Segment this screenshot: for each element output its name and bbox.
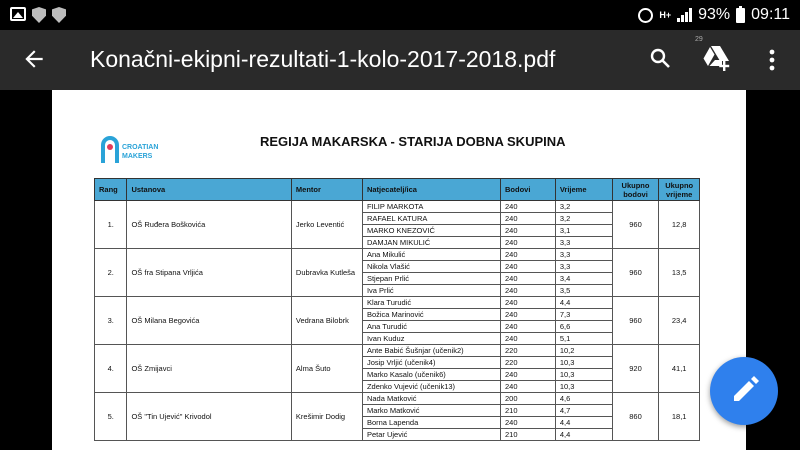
time-cell: 6,6 bbox=[555, 321, 612, 333]
time-cell: 4,6 bbox=[555, 393, 612, 405]
time-cell: 4,7 bbox=[555, 405, 612, 417]
competitor-cell: DAMJAN MIKULIĆ bbox=[362, 237, 500, 249]
total-time-cell: 23,4 bbox=[659, 297, 700, 345]
col-header-total-time: Ukupno vrijeme bbox=[659, 179, 700, 201]
back-button[interactable] bbox=[20, 46, 48, 74]
rank-cell: 5. bbox=[95, 393, 127, 441]
total-time-cell: 13,5 bbox=[659, 249, 700, 297]
points-cell: 210 bbox=[501, 429, 556, 441]
logo-line-1: CROATIAN bbox=[122, 144, 159, 151]
shield-icon bbox=[52, 7, 66, 23]
school-cell: OŠ Ruđera Boškovića bbox=[127, 201, 291, 249]
points-cell: 240 bbox=[501, 201, 556, 213]
mentor-cell: Dubravka Kutleša bbox=[291, 249, 362, 297]
time-cell: 3,2 bbox=[555, 201, 612, 213]
col-header-mentor: Mentor bbox=[291, 179, 362, 201]
points-cell: 240 bbox=[501, 321, 556, 333]
col-header-total-points: Ukupno bodovi bbox=[612, 179, 659, 201]
time-cell: 10,3 bbox=[555, 357, 612, 369]
competitor-cell: Borna Lapenda bbox=[362, 417, 500, 429]
time-cell: 3,3 bbox=[555, 249, 612, 261]
time-cell: 4,4 bbox=[555, 297, 612, 309]
page-indicator: 29 bbox=[695, 36, 703, 43]
total-points-cell: 860 bbox=[612, 393, 659, 441]
time-cell: 10,3 bbox=[555, 381, 612, 393]
mentor-cell: Vedrana Bilobrk bbox=[291, 297, 362, 345]
points-cell: 240 bbox=[501, 309, 556, 321]
mentor-cell: Alma Šuto bbox=[291, 345, 362, 393]
time-cell: 3,5 bbox=[555, 285, 612, 297]
total-time-cell: 41,1 bbox=[659, 345, 700, 393]
points-cell: 240 bbox=[501, 297, 556, 309]
rank-cell: 1. bbox=[95, 201, 127, 249]
total-points-cell: 960 bbox=[612, 249, 659, 297]
competitor-cell: FILIP MARKOTA bbox=[362, 201, 500, 213]
competitor-cell: Zdenko Vujević (učenik13) bbox=[362, 381, 500, 393]
shield-icon bbox=[32, 7, 46, 23]
competitor-cell: Ante Babić Šušnjar (učenik2) bbox=[362, 345, 500, 357]
time-cell: 3,1 bbox=[555, 225, 612, 237]
mentor-cell: Jerko Leventić bbox=[291, 201, 362, 249]
system-icons bbox=[638, 6, 790, 24]
col-header-school: Ustanova bbox=[127, 179, 291, 201]
rank-cell: 4. bbox=[95, 345, 127, 393]
competitor-cell: Ana Turudić bbox=[362, 321, 500, 333]
competitor-cell: Marko Matković bbox=[362, 405, 500, 417]
add-to-drive-button[interactable] bbox=[702, 44, 732, 72]
croatian-makers-logo bbox=[100, 135, 190, 171]
competitor-cell: Nada Matković bbox=[362, 393, 500, 405]
competitor-cell: Stjepan Prlić bbox=[362, 273, 500, 285]
results-table bbox=[94, 178, 700, 441]
time-cell: 4,4 bbox=[555, 429, 612, 441]
arrow-left-icon bbox=[21, 46, 47, 72]
points-cell: 220 bbox=[501, 345, 556, 357]
status-bar bbox=[0, 0, 800, 30]
pencil-icon bbox=[710, 357, 778, 425]
time-cell: 3,4 bbox=[555, 273, 612, 285]
points-cell: 240 bbox=[501, 369, 556, 381]
school-cell: OŠ Zmijavci bbox=[127, 345, 291, 393]
points-cell: 210 bbox=[501, 405, 556, 417]
time-cell: 10,2 bbox=[555, 345, 612, 357]
table-row bbox=[95, 393, 700, 405]
points-cell: 240 bbox=[501, 285, 556, 297]
document-title: Konačni-ekipni-rezultati-1-kolo-2017-2018.pdf bbox=[90, 46, 556, 72]
drive-add-icon bbox=[702, 44, 732, 72]
total-points-cell: 960 bbox=[612, 297, 659, 345]
competitor-cell: MARKO KNEZOVIĆ bbox=[362, 225, 500, 237]
total-points-cell: 960 bbox=[612, 201, 659, 249]
makers-logo-icon bbox=[100, 135, 120, 165]
results-title: REGIJA MAKARSKA - STARIJA DOBNA SKUPINA bbox=[260, 134, 566, 149]
pdf-page[interactable] bbox=[52, 90, 746, 450]
time-cell: 3,3 bbox=[555, 237, 612, 249]
search-button[interactable] bbox=[648, 46, 672, 70]
battery-percent: 93% bbox=[698, 6, 731, 23]
time-cell: 3,2 bbox=[555, 213, 612, 225]
points-cell: 240 bbox=[501, 249, 556, 261]
notification-icons bbox=[10, 7, 66, 23]
school-cell: OŠ fra Stipana Vrljića bbox=[127, 249, 291, 297]
time-cell: 4,4 bbox=[555, 417, 612, 429]
competitor-cell: Božica Marinović bbox=[362, 309, 500, 321]
col-header-points: Bodovi bbox=[501, 179, 556, 201]
search-icon bbox=[648, 46, 672, 70]
rank-cell: 2. bbox=[95, 249, 127, 297]
school-cell: OŠ Milana Begovića bbox=[127, 297, 291, 345]
competitor-cell: Marko Kasalo (učenik6) bbox=[362, 369, 500, 381]
overflow-menu-button[interactable] bbox=[762, 46, 782, 74]
col-header-competitor: Natjecatelj/ica bbox=[362, 179, 500, 201]
points-cell: 240 bbox=[501, 213, 556, 225]
rank-cell: 3. bbox=[95, 297, 127, 345]
table-row bbox=[95, 201, 700, 213]
logo-line-2: MAKERS bbox=[122, 153, 153, 160]
competitor-cell: RAFAEL KATURA bbox=[362, 213, 500, 225]
total-points-cell: 920 bbox=[612, 345, 659, 393]
image-icon bbox=[10, 7, 26, 21]
points-cell: 220 bbox=[501, 357, 556, 369]
competitor-cell: Nikola Vlašić bbox=[362, 261, 500, 273]
edit-fab[interactable] bbox=[710, 357, 778, 425]
app-bar bbox=[0, 30, 800, 90]
col-header-rank: Rang bbox=[95, 179, 127, 201]
table-row bbox=[95, 345, 700, 357]
competitor-cell: Iva Prlić bbox=[362, 285, 500, 297]
table-row bbox=[95, 297, 700, 309]
clock: 09:11 bbox=[751, 6, 790, 23]
battery-icon bbox=[736, 8, 745, 23]
time-cell: 10,3 bbox=[555, 369, 612, 381]
signal-icon bbox=[677, 8, 692, 22]
competitor-cell: Klara Turudić bbox=[362, 297, 500, 309]
table-header-row bbox=[95, 179, 700, 201]
time-cell: 5,1 bbox=[555, 333, 612, 345]
total-time-cell: 18,1 bbox=[659, 393, 700, 441]
points-cell: 200 bbox=[501, 393, 556, 405]
more-vert-icon bbox=[762, 46, 782, 74]
mentor-cell: Krešimir Dodig bbox=[291, 393, 362, 441]
logo-text bbox=[122, 143, 158, 161]
points-cell: 240 bbox=[501, 417, 556, 429]
points-cell: 240 bbox=[501, 225, 556, 237]
competitor-cell: Petar Ujević bbox=[362, 429, 500, 441]
competitor-cell: Ana Mikulić bbox=[362, 249, 500, 261]
col-header-time: Vrijeme bbox=[555, 179, 612, 201]
table-row bbox=[95, 249, 700, 261]
points-cell: 240 bbox=[501, 333, 556, 345]
competitor-cell: Josip Vrljić (učenik4) bbox=[362, 357, 500, 369]
total-time-cell: 12,8 bbox=[659, 201, 700, 249]
alarm-icon bbox=[638, 8, 653, 23]
points-cell: 240 bbox=[501, 261, 556, 273]
points-cell: 240 bbox=[501, 381, 556, 393]
time-cell: 3,3 bbox=[555, 261, 612, 273]
school-cell: OŠ "Tin Ujević" Krivodol bbox=[127, 393, 291, 441]
points-cell: 240 bbox=[501, 273, 556, 285]
time-cell: 7,3 bbox=[555, 309, 612, 321]
points-cell: 240 bbox=[501, 237, 556, 249]
network-type: H+ bbox=[659, 9, 672, 20]
competitor-cell: Ivan Kuduz bbox=[362, 333, 500, 345]
